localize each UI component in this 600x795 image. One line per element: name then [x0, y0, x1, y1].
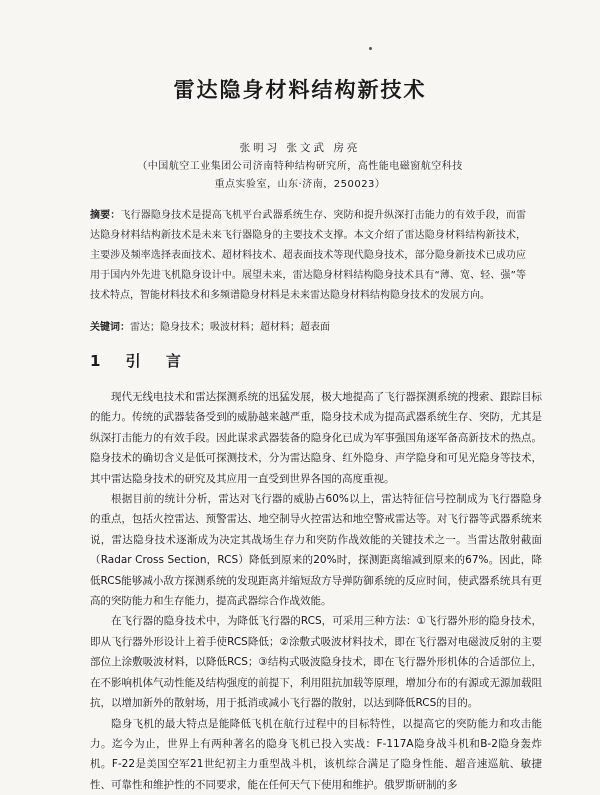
keywords-text: 雷达；隐身技术；吸波材料；超材料；超表面	[130, 322, 330, 333]
body-text	[90, 387, 542, 795]
author-list: 张明习 张文武 房亮	[0, 140, 600, 155]
abstract	[90, 206, 526, 306]
affiliation-line-1: （中国航空工业集团公司济南特种结构研究所，高性能电磁窗航空科技	[0, 157, 600, 172]
keywords	[90, 320, 526, 336]
scan-speck	[369, 47, 372, 50]
abstract-text: 飞行器隐身技术是提高飞机平台武器系统生存、突防和提升纵深打击能力的有效手段，而雷达隐身材料结构新技术是未来飞行器隐身的主要技术支撑。本文介绍了雷达隐身材料结构新技术，主要涉及频率选择表面技术、超材料技术、超表面技术等现代隐身技术，部分隐身新技术已成功应用于国内外先进飞机隐身设计中。展望未来，雷达隐身材料结构隐身技术具有“薄、宽、轻、强”等技术特点，智能材料技术和多频谱隐身材料是未来雷达隐身材料结构隐身技术的发展方向。	[90, 210, 526, 301]
paper-title: 雷达隐身材料结构新技术	[0, 74, 600, 104]
section-heading: 1 引 言	[90, 350, 191, 371]
affiliation-line-2: 重点实验室，山东·济南，250023）	[0, 175, 600, 190]
paragraph: 在飞行器的隐身技术中，为降低飞行器的RCS，可采用三种方法：①飞行器外形的隐身技术，即从飞行器外形设计上着手使RCS降低；②涂敷式吸波材料技术，即在飞行器对电磁波反射的主要部位上涂敷吸波材料，以降低RCS；③结构式吸波隐身技术，即在飞行器外形机体的合适部位上，在不影响机体气动性能及结构强度的前提下，利用阻抗加载等原理，增加分布的有源或无源加载阻抗，以增加新外的散射场，用于抵消或减小飞行器的散射，以达到降低RCS的目的。	[90, 611, 542, 713]
keywords-label: 关键词：	[90, 322, 130, 333]
paragraph: 根据目前的统计分析，雷达对飞行器的威胁占60%以上，雷达特征信号控制成为飞行器隐身的重点，包括火控雷达、预警雷达、地空制导火控雷达和地空警戒雷达等。对飞行器等武器系统来说，雷达隐身技术逐渐成为决定其战场生存力和突防作战效能的关键技术之一。当雷达散射截面（Radar Cross Section，RCS）降低到原来的20%时，探测距离缩减到原来的67%。因此，降低RCS能够减小敌方探测系统的发现距离并缩短敌方导弹防御系统的反应时间，使武器系统具有更高的突防能力和生存能力，提高武器综合作战效能。	[90, 489, 542, 611]
paragraph: 现代无线电技术和雷达探测系统的迅猛发展，极大地提高了飞行器探测系统的搜索、跟踪目标的能力。传统的武器装备受到的威胁越来越严重，隐身技术成为提高武器系统生存、突防，尤其是纵深打击能力的有效手段。因此谋求武器装备的隐身化已成为军事强国角逐军备高新技术的热点。隐身技术的确切含义是低可探测技术，分为雷达隐身、红外隐身、声学隐身和可见光隐身等技术，其中雷达隐身技术的研究及其应用一直受到世界各国的高度重视。	[90, 387, 542, 489]
abstract-label: 摘要：	[90, 210, 120, 221]
paragraph: 隐身飞机的最大特点是能降低飞机在航行过程中的目标特性，以提高它的突防能力和攻击能力。迄今为止，世界上有两种著名的隐身飞机已投入实战：F-117A隐身战斗机和B-2隐身轰炸机。F-22是美国空军21世纪初主力重型战斗机，该机综合满足了隐身性能、超音速巡航、敏捷性、可靠性和维护性的不同要求，能在任何天气下使用和维护。俄罗斯研制的多	[90, 714, 542, 795]
